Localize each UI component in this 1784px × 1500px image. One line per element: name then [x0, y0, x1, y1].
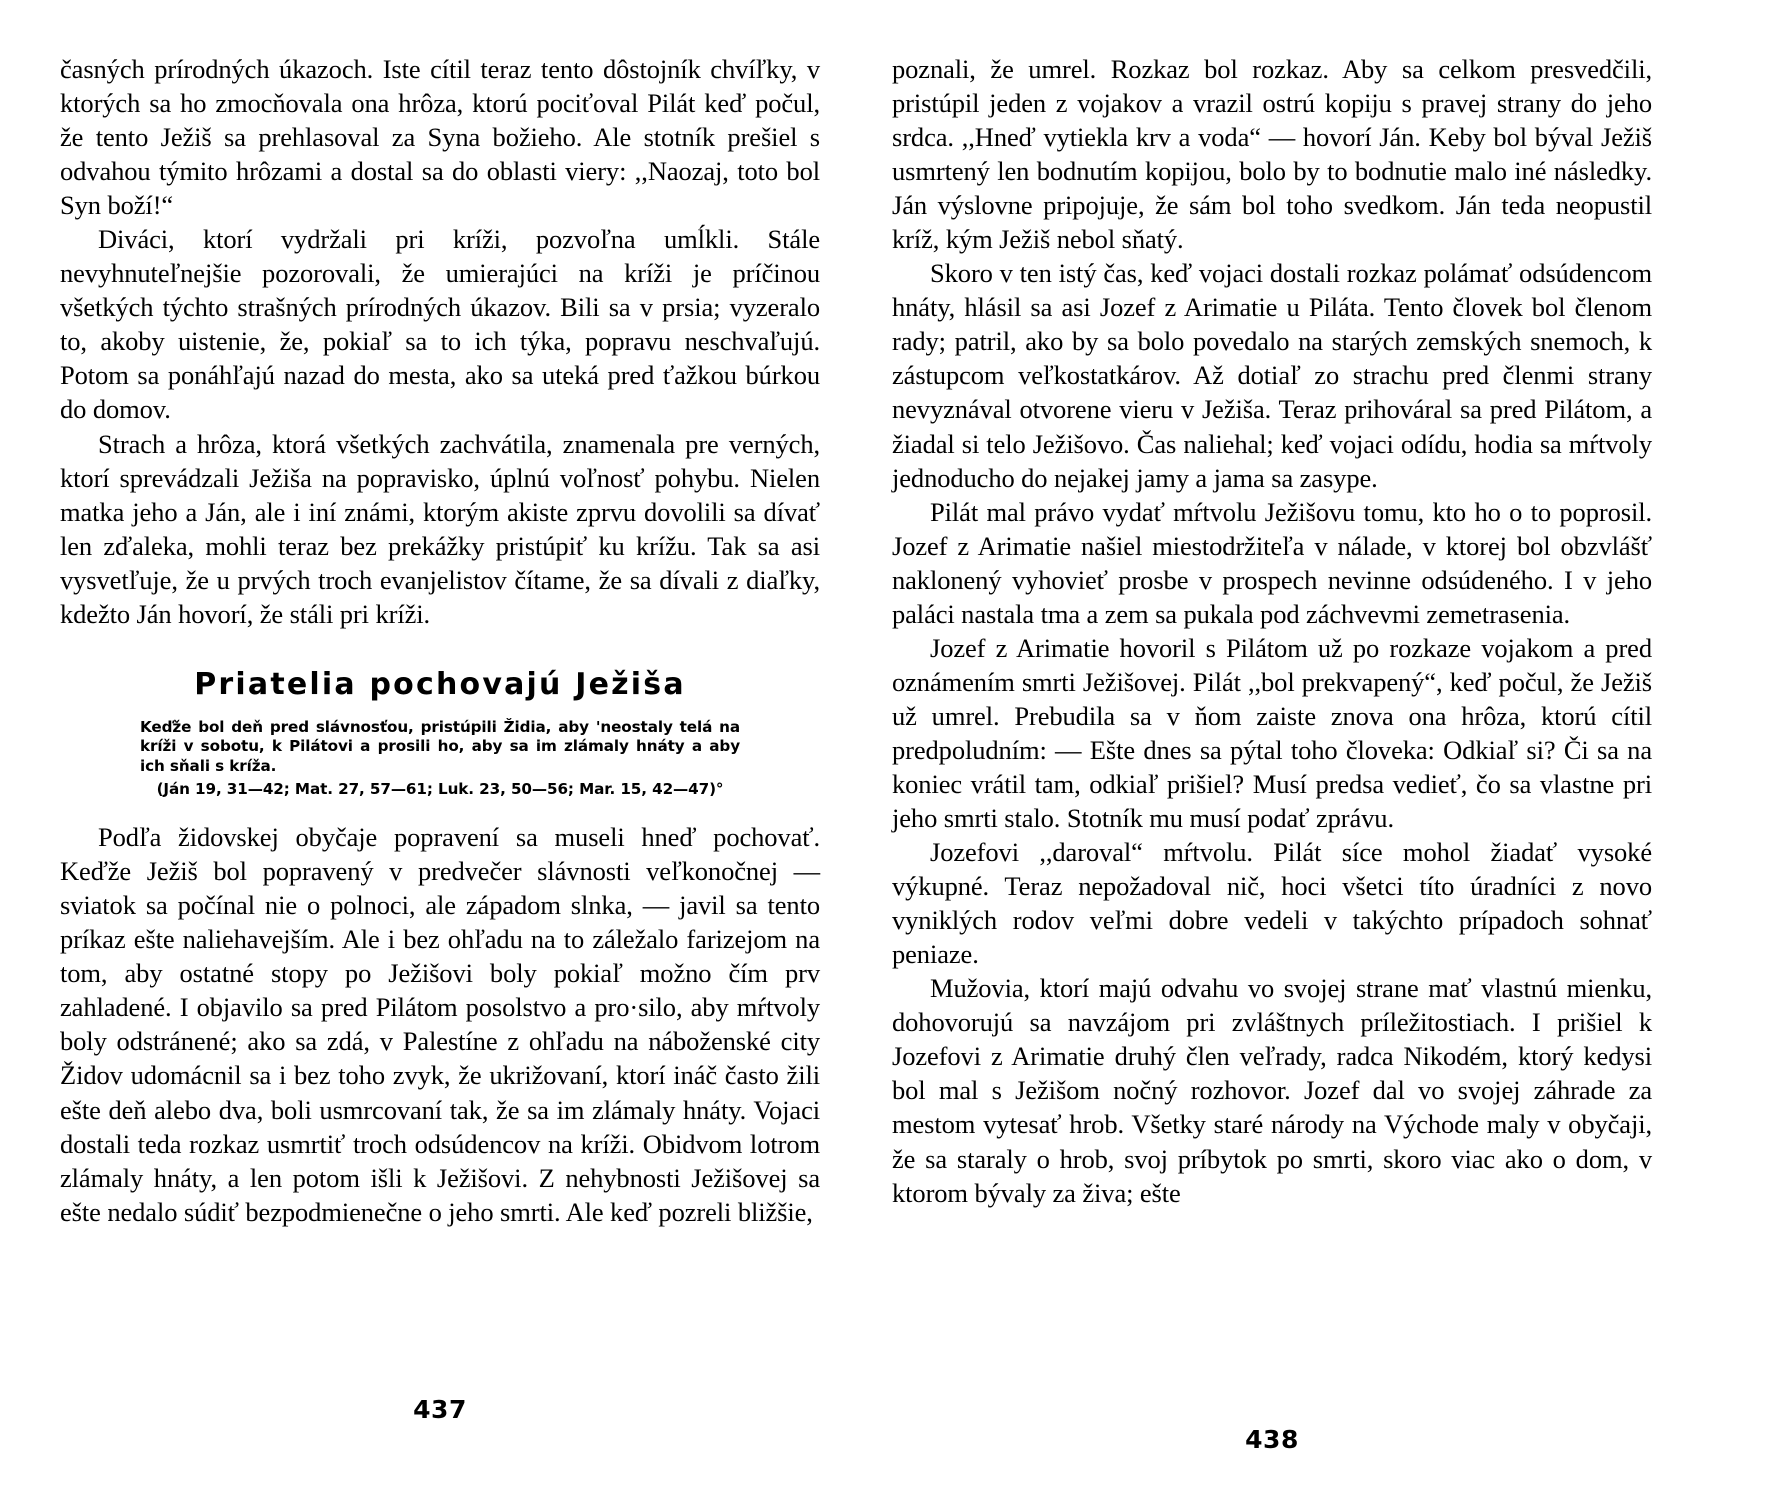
paragraph: Diváci, ktorí vydržali pri kríži, pozvoľna umĺkli. Stále nevyhnuteľnejšie pozorovali, že umierajúci na kríži je príčinou všetkých týchto strašných prírodných úkazov. Bili sa v prsia; vyzeralo to, akoby uistenie, že, pokiaľ sa to ich týka, popravu neschvaľujú. Potom sa ponáhľajú nazad do mesta, ako sa uteká pred ťažkou búrkou do domov. — [60, 224, 820, 425]
paragraph: Jozef z Arimatie hovoril s Pilátom už po rozkaze vojakom a pred oznámením smrti Ježišovej. Pilát ,,bol prekvapený“, keď počul, že Ježiš už umrel. Prebudila sa v ňom zaiste znova ona hrôza, ktorú cítil predpoludním: — Ešte dnes sa pýtal toho človeka: Odkiaľ si? Či sa na koniec vrátil tam, odkiaľ prišiel? Musí predsa vedieť, čo sa vlastne pri jeho smrti stalo. Stotník mu musí podať zprávu. — [892, 632, 1652, 834]
scripture-reference: (Ján 19, 31—42; Mat. 27, 57—61; Luk. 23, 50—56; Mar. 15, 42—47)° — [156, 780, 724, 799]
page-number-right: 438 — [1245, 1425, 1299, 1454]
two-column-layout — [60, 52, 1724, 1382]
paragraph: Pilát mal právo vydať mŕtvolu Ježišovu tomu, kto ho o to poprosil. Jozef z Arimatie našiel miestodržiteľa v nálade, v ktorej bol obzvlášť naklonený vyhovieť prosbe v prospech nevinne odsúdeného. I v jeho paláci nastala tma a zem sa pukala pod záchvevmi zemetrasenia. — [892, 496, 1652, 629]
scripture-quote: Keďže bol deň pred slávnosťou, pristúpili Židia, aby 'neostaly telá na kríži v sobotu, k Pilátovi a prosili ho, aby sa im zlámaly hnáty a aby ich sňali s kríža. — [140, 717, 740, 775]
right-column — [892, 52, 1652, 1382]
section-heading: Priatelia pochovajú Ježiša — [194, 666, 686, 702]
paragraph: Jozefovi ,,daroval“ mŕtvolu. Pilát síce mohol žiadať vysoké výkupné. Teraz nepožadoval nič, hoci všetci títo úradníci z novo vyniklých rodov veľmi dobre vedeli v takýchto prípadoch sohnať peniaze. — [892, 837, 1652, 970]
paragraph: Mužovia, ktorí majú odvahu vo svojej strane mať vlastnú mienku, dohovorujú sa navzájom pri zvláštnych príležitostiach. I prišiel k Jozefovi z Arimatie druhý člen veľrady, radca Nikodém, ktorý kedysi bol mal s Ježišom nočný rozhovor. Jozef dal vo svojej záhrade za mestom vytesať hrob. Všetky staré národy na Východe maly v obyčaji, že sa staraly o hrob, svoj príbytok po smrti, skoro viac ako o dom, v ktorom bývaly za živa; ešte — [892, 973, 1652, 1208]
paragraph: poznali, že umrel. Rozkaz bol rozkaz. Aby sa celkom presvedčili, pristúpil jeden z vojakov a vrazil ostrú kopiju s pravej strany do jeho srdca. ,,Hneď vytiekla krv a voda“ — hovorí Ján. Keby bol býval Ježiš usmrtený len bodnutím kopijou, bolo by to bodnutie malo iné následky. Ján výslovne pripojuje, že sám bol toho svedkom. Ján teda neopustil kríž, kým Ježiš nebol sňatý. — [892, 54, 1652, 255]
left-column — [60, 52, 820, 1382]
paragraph: Strach a hrôza, ktorá všetkých zachvátila, znamenala pre verných, ktorí sprevádzali Ježiša na popravisko, úplnú voľnosť pohybu. Nielen matka jeho a Ján, ale i iní známi, ktorým akiste zprvu dovolili sa dívať len zďaleka, mohli teraz bez prekážky pristúpiť ku krížu. Tak sa asi vysvetľuje, že u prvých troch evanjelistov čítame, že sa dívali z diaľky, kdežto Ján hovorí, že stáli pri kríži. — [60, 428, 820, 629]
paragraph: Podľa židovskej obyčaje popravení sa museli hneď pochovať. Keďže Ježiš bol popravený v predvečer slávnosti veľkonočnej — sviatok sa počínal nie o polnoci, ale západom slnka, — javil sa tento príkaz ešte naliehavejším. Ale i bez ohľadu na to záležalo farizejom na tom, aby ostatné stopy po Ježišovi boly pokiaľ možno čím prv zahladené. I objavilo sa pred Pilátom posolstvo a pro·silo, aby mŕtvoly boly odstránené; ako sa zdá, v Palestíne z ohľadu na náboženské city Židov udomácnil sa i bez toho zvyk, že ukrižovaní, ktorí ináč často žili ešte deň alebo dva, boli usmrcovaní tak, že sa im zlámaly hnáty. Vojaci dostali teda rozkaz usmrtiť troch odsúdencov na kríži. Obidvom lotrom zlámaly hnáty, a len potom išli k Ježišovi. Z nehybnosti Ježišovej sa ešte nedalo súdiť bezpodmienečne o jeho smrti. Ale keď pozreli bližšie, — [60, 822, 820, 1227]
paragraph: časných prírodných úkazoch. Iste cítil teraz tento dôstojník chvíľky, v ktorých sa ho zmocňovala ona hrôza, ktorú pociťoval Pilát keď počul, že tento Ježiš sa prehlasoval za Syna božieho. Ale stotník prešiel s odvahou týmito hrôzami a dostal sa do oblasti viery: ,,Naozaj, toto bol Syn boží!“ — [60, 54, 820, 221]
paragraph: Skoro v ten istý čas, keď vojaci dostali rozkaz polámať odsúdencom hnáty, hlásil sa asi Jozef z Arimatie u Piláta. Tento človek bol členom rady; patril, ako by sa bolo povedalo na starých zemských snemoch, k zástupcom veľkostatkárov. Až dotiaľ zo strachu pred členmi strany nevyznával otvorene vieru v Ježiša. Teraz prihováral sa pred Pilátom, a žiadal si telo Ježišovo. Čas naliehal; keď vojaci odídu, hodia sa mŕtvoly jednoducho do nejakej jamy a jama sa zasype. — [892, 258, 1652, 493]
page-number-left: 437 — [413, 1395, 467, 1424]
